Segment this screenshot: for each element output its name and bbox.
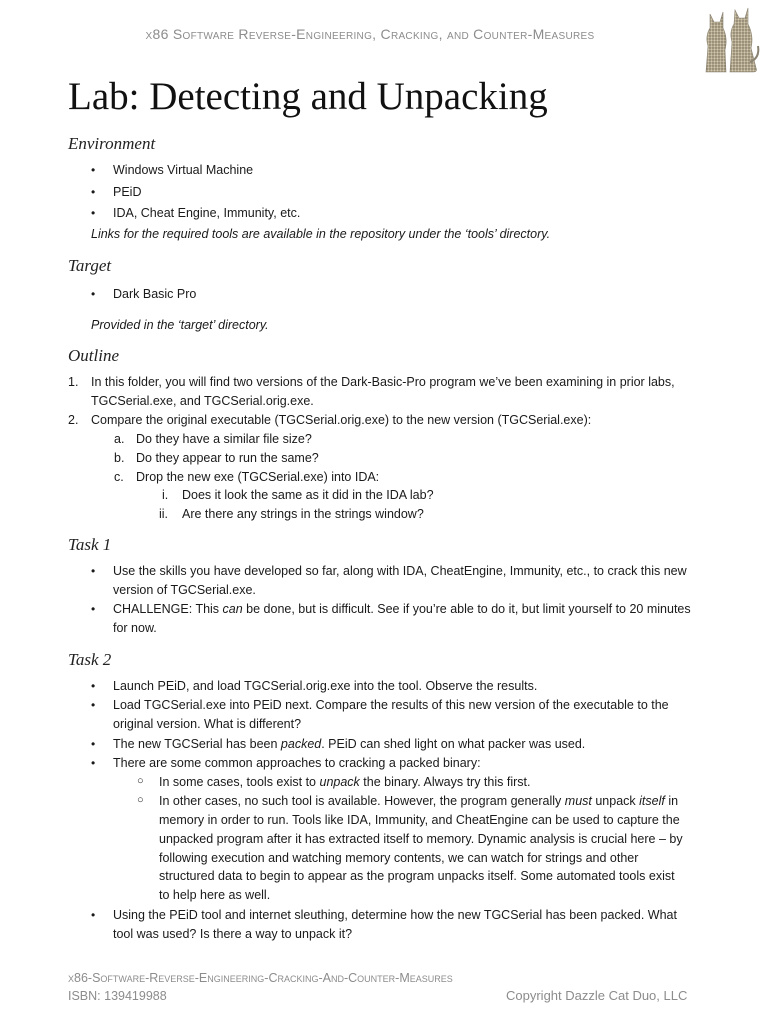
circle-bullet-icon: ○ [137,794,144,806]
list-item-text: original version. What is different? [113,717,302,731]
list-marker: b. [114,451,125,465]
list-item-text: Launch PEiD, and load TGCSerial.orig.exe into the tool. Observe the results. [113,679,538,693]
list-item-text: for now. [113,621,157,635]
list-item-text: following execution and watching memory contents, we can watch for strings and other [159,851,639,865]
list-item-text: There are some common approaches to cracking a packed binary: [113,756,481,770]
list-item-text: memory in order to run. Tools like IDA, Immunity, and CheatEngine can be used to capture the [159,813,680,827]
list-item-text: unpacked program after it has extracted itself to memory. Dynamic analysis is crucial here – by [159,832,683,846]
list-marker: ii. [159,507,169,521]
list-item-text: Do they appear to run the same? [136,451,319,465]
list-marker: c. [114,470,124,484]
target-note: Provided in the ‘target’ directory. [91,318,269,332]
environment-note: Links for the required tools are available in the repository under the ‘tools’ directory. [91,227,551,241]
bullet-icon: • [91,564,96,578]
list-item-text: IDA, Cheat Engine, Immunity, etc. [113,206,301,220]
list-item-text: Using the PEiD tool and internet sleuthing, determine how the new TGCSerial has been packed. What [113,908,677,922]
outline-heading: Outline [68,346,119,365]
bullet-icon: • [91,287,96,301]
list-item-text: to help here as well. [159,888,271,902]
list-item-text: Use the skills you have developed so far, along with IDA, CheatEngine, Immunity, etc., to crack this new [113,564,687,578]
list-item-text: PEiD [113,185,142,199]
two-cats-logo-icon [700,2,762,74]
list-item-text: Compare the original executable (TGCSerial.orig.exe) to the new version (TGCSerial.exe): [91,413,592,427]
bullet-icon: • [91,698,96,712]
list-item-text: Do they have a similar file size? [136,432,312,446]
footer-left [68,969,453,1005]
environment-heading: Environment [68,134,156,153]
list-marker: 2. [68,413,79,427]
bullet-icon: • [91,206,96,220]
list-marker: a. [114,432,125,446]
bullet-icon: • [91,679,96,693]
list-item-text: Does it look the same as it did in the IDA lab? [182,488,434,502]
list-item-text: TGCSerial.exe, and TGCSerial.orig.exe. [91,394,314,408]
bullet-icon: • [91,737,96,751]
list-item-text: Dark Basic Pro [113,287,197,301]
list-marker: 1. [68,375,79,389]
list-item-text: In this folder, you will find two versions of the Dark-Basic-Pro program we’ve been examining in prior labs, [91,375,675,389]
list-item-text: CHALLENGE: This can be done, but is difficult. See if you’re able to do it, but limit yourself to 20 minutes [113,602,691,616]
bullet-icon: • [91,908,96,922]
footer-isbn: ISBN: 139419988 [68,989,167,1003]
running-header: x86 Software Reverse-Engineering, Cracking, and Counter-Measures [145,26,595,42]
list-marker: i. [162,488,169,502]
list-item-text: Windows Virtual Machine [113,163,254,177]
list-item-text: In other cases, no such tool is available. However, the program generally must unpack itself in [159,794,679,808]
list-item-text: The new TGCSerial has been packed. PEiD can shed light on what packer was used. [113,737,586,751]
list-item-text: Drop the new exe (TGCSerial.exe) into IDA: [136,470,380,484]
list-item-text: Are there any strings in the strings window? [182,507,424,521]
task2-heading: Task 2 [68,650,112,669]
footer-book-title: x86-Software-Reverse-Engineering-Cracking-And-Counter-Measures [68,971,453,985]
list-item-text: structured data to begin to appear as the program unpacks itself. Some automated tools exist [159,869,675,883]
footer-copyright: Copyright Dazzle Cat Duo, LLC [506,988,688,1003]
list-item-text: version of TGCSerial.exe. [113,583,256,597]
task1-heading: Task 1 [68,535,112,554]
bullet-icon: • [91,163,96,177]
bullet-icon: • [91,185,96,199]
page-title: Lab: Detecting and Unpacking [68,75,548,118]
target-heading: Target [68,256,112,275]
list-item-text: In some cases, tools exist to unpack the binary. Always try this first. [159,775,531,789]
list-item-text: tool was used? Is there a way to unpack it? [113,927,353,941]
circle-bullet-icon: ○ [137,775,144,787]
bullet-icon: • [91,756,96,770]
list-item-text: Load TGCSerial.exe into PEiD next. Compare the results of this new version of the executable to the [113,698,669,712]
bullet-icon: • [91,602,96,616]
